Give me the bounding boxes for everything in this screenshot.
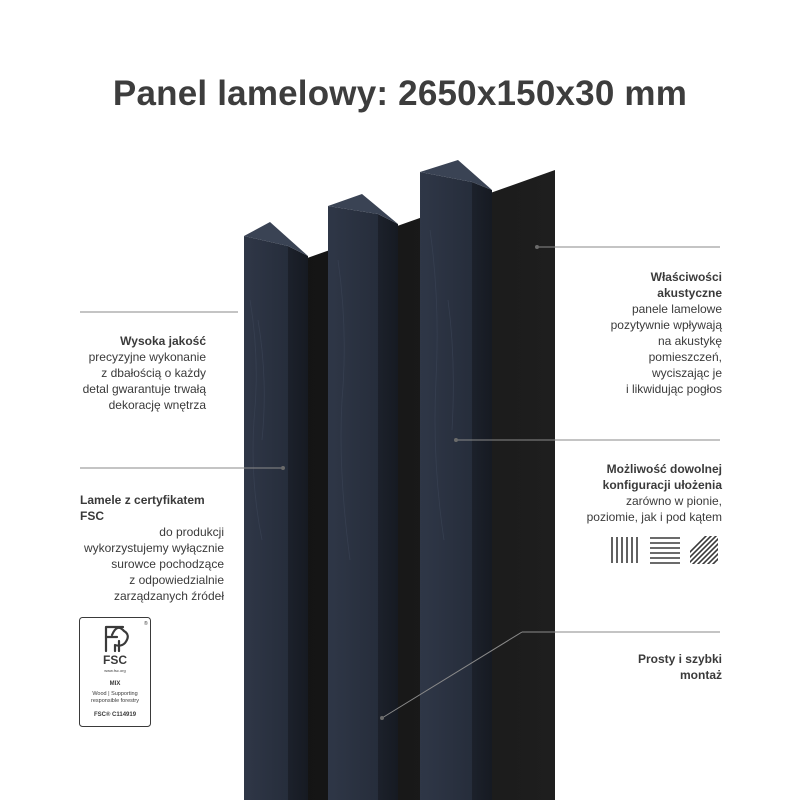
layout-pattern-icons [610, 535, 720, 565]
feature-quality [40, 333, 206, 413]
feature-quality-desc: precyzyjne wykonanie z dbałością o każdy detal gwarantuje trwałą dekorację wnętrza [82, 350, 206, 412]
feature-fsc-desc: do produkcji wykorzystujemy wyłącznie surowce pochodzące z odpowiedzialnie zarządzanych źródeł [83, 525, 224, 603]
feature-config [560, 461, 722, 525]
page-title: Panel lamelowy: 2650x150x30 mm [112, 74, 688, 113]
slat-2-front [328, 206, 378, 800]
slat-1-side [288, 246, 308, 800]
feature-mount [560, 651, 722, 683]
svg-text:®: ® [144, 621, 148, 627]
diagonal-pattern-icon [677, 535, 720, 565]
vertical-pattern-icon [612, 537, 637, 563]
fsc-logo [79, 617, 151, 727]
feature-config-title: Możliwość dowolnej konfiguracji ułożenia [602, 462, 722, 492]
feature-fsc-title: Lamele z certyfikatem FSC [80, 493, 205, 523]
fsc-code: FSC® C114919 [93, 712, 137, 718]
fsc-site: www.fsc.org [104, 668, 126, 673]
feature-quality-title: Wysoka jakość [120, 334, 206, 348]
horizontal-pattern-icon [650, 538, 680, 563]
feature-acoustic-desc: panele lamelowe pozytywnie wpływają na akustykę pomieszczeń, wyciszając je i likwidując pogłos [610, 302, 722, 396]
feature-mount-title: Prosty i szybki montaż [637, 652, 722, 682]
fsc-text: Wood | Supporting responsible forestry [91, 691, 139, 704]
slat-3-side [472, 182, 492, 800]
feature-acoustic-title: Właściwości akustyczne [650, 270, 722, 300]
slat-2-side [378, 214, 398, 800]
feature-fsc [80, 492, 260, 604]
fsc-label: FSC [103, 653, 127, 667]
feature-config-desc: zarówno w pionie, poziomie, jak i pod kątem [586, 494, 722, 524]
feature-acoustic [560, 269, 722, 397]
slat-3-front [420, 172, 472, 800]
fsc-mix: MIX [109, 681, 121, 687]
